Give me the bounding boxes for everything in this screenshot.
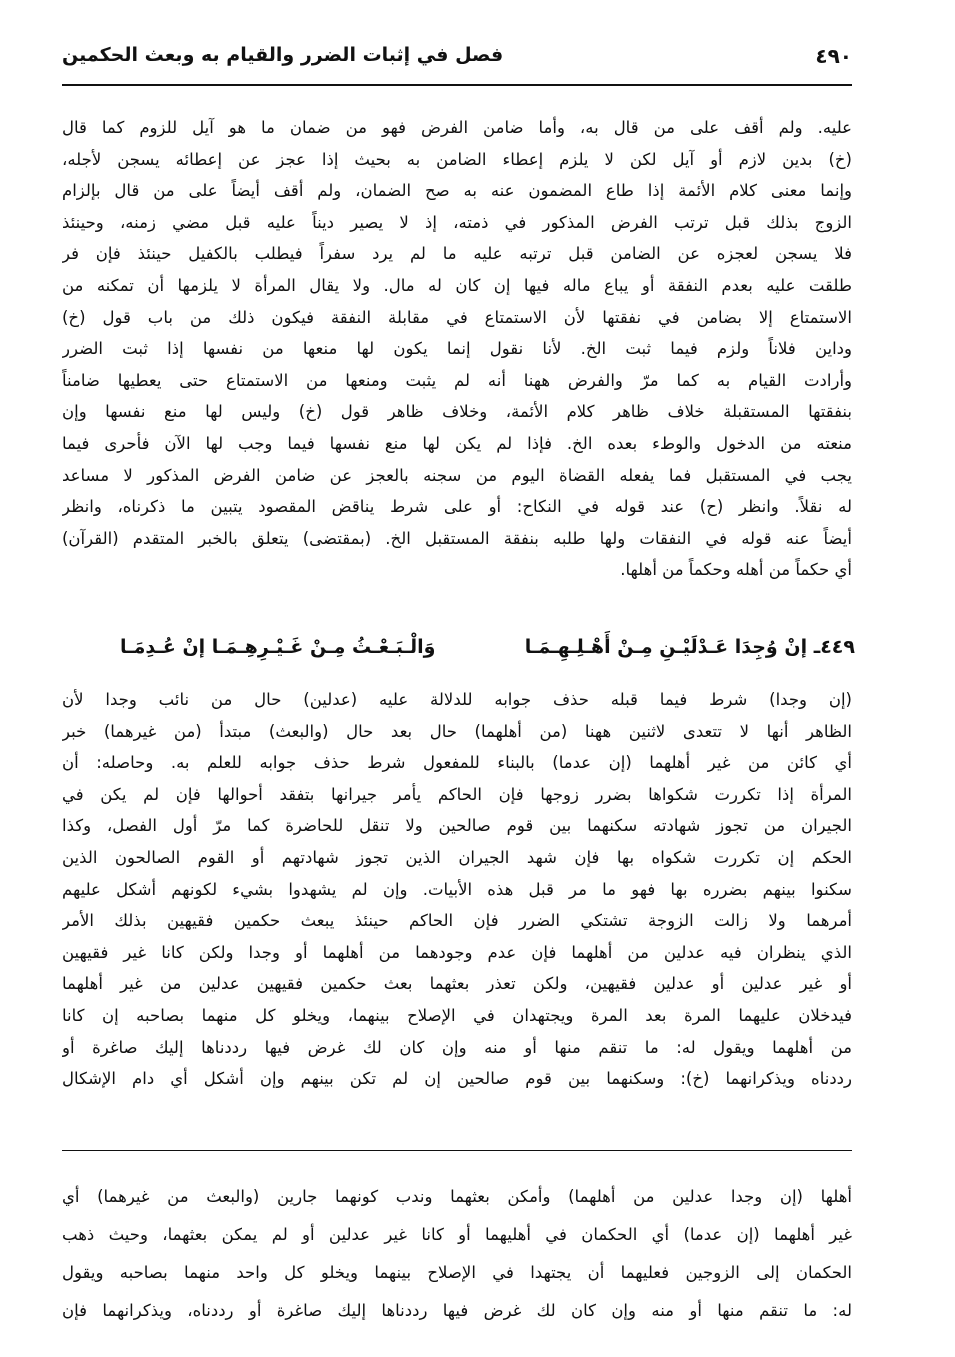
verse-second-hemistich: وَالْـبَـعْـثُ مِـنْ غَـيْـرِهِـمَـا إنْ عُـدِمَـا: [120, 636, 436, 658]
text-line: أي كائن من غير أهلهما (إن عدما) بالبناء للمفعول شرط حذف جوابه للعلم به. وحاصله: أن: [62, 753, 852, 773]
text-line: المرأة إذا تكررت شكواها بضرر زوجها فإن الحاكم يأمر جيرانها بتفقد أحوالها فإن لم يكن في: [62, 784, 852, 804]
text-line: أيضاً عنه قوله في النفقات ولها طلبه بنفقة المستقبل الخ. (بمقتضى) يتعلق بالخبر المتقدم (القرآن): [62, 528, 852, 548]
text-line: من أهلهما ويقول له: ما تنقم منها أو منه وإن كان لك غرض فيها رددناها إليك صاغرة أو: [62, 1037, 852, 1057]
text-line: سكنوا بينهم بضرره بها فهو ما مر قبل هذه الأبيات. وإن لم يشهدوا بشيء لكونهم أشكل عليهم: [62, 879, 852, 899]
text-line: وإنما معنى كلام الأئمة إذا طاع المضمون عنه به صح الضمان، ولم أقف أيضاً على من قال بإلزام: [62, 181, 852, 201]
text-line: وأرادت القيام به كما مرّ والفرض ههنا أنه لم يثبت ومنعها من الاستمتاع حتى يعطيها ضامناً: [62, 370, 852, 390]
running-title: فصل في إثبات الضرر والقيام به وبعث الحكمين: [62, 44, 504, 66]
text-line: (خ) بدين لازم أو آيل لكن لا يلزم إعطاء الضامن به بحيث إذا عجز عن إعطائه يسجن لأجله،: [62, 149, 852, 169]
text-line: أي حكماً من أهله وحكماً من أهلها.: [620, 560, 852, 580]
text-line: طلقت عليه بعدم النفقة أو يباع ماله فيها إن كان له مال. ولا يقال المرأة لا يلزمها أن تمكنه من: [62, 275, 852, 295]
page-header: [62, 38, 852, 78]
text-line: الذي ينظران فيه عدلين من أهلهما فإن عدم وجودهما من أهلهما أو وجدا ولكن كانا غير فقيهين: [62, 942, 852, 962]
text-line: الزوج بذلك قبل ترتب الفرض المذكور في ذمته، إذ لا يصير ديناً عليه قبل مضي زمنه، وحينئذ: [62, 212, 852, 232]
text-line: غير أهلهما (إن عدما) أي الحكمان في أهليهما أو كانا غير عدلين أو لم يمكن بعثهما، وحيث ذهب: [62, 1225, 852, 1244]
text-line: الحكمان إلى الزوجين فعليهما أن يجتهدا في الإصلاح بينهما ويخلو كل واحد منهما بصاحبه ويقول: [62, 1263, 852, 1282]
text-line: فيدخلان عليهما المرة بعد المرة ويجتهدان في الإصلاح بينهما، ويخلو كل منهما بصاحبه إن كانا: [62, 1005, 852, 1025]
verse-line: [120, 636, 855, 658]
verse-first-hemistich: ٤٤٩ـ إنْ وُجِدَا عَـدْلَيْـنِ مِـنْ أَهْـلِـهِـمَـا: [524, 636, 855, 658]
text-line: يجب في المستقبل فما يفعله القضاة اليوم من سجنه بالعجز عن ضامن الفرض المذكور لا مساعد: [62, 465, 852, 485]
text-line: له: ما تنقم منها أو منه وإن كان لك غرض فيها رددناها إليك صاغرة أو رددناه، ويذكرانهما فإن: [62, 1301, 852, 1320]
footnotes: [62, 1178, 852, 1330]
text-line: منعته من الدخول والوطء بعده الخ. فإذا لم يكن لها منع نفسها فيما وجب لها الآن فأحرى فيما: [62, 433, 852, 453]
text-line: له نقلاً. وانظر (ح) عند قوله في النكاح: أو على شرط يناقض المقصود يتبين ما ذكرناه، وانظر: [62, 497, 852, 517]
text-line: عليه. ولم أقف على من قال به، وأما ضامن الفرض فهو من ضمان ما هو آيل للزوم كما قال: [62, 118, 852, 137]
page-number: ٤٩٠: [815, 44, 852, 68]
footnote-rule: [62, 1150, 852, 1151]
text-line: أو غير عدلين أو عدلين فقيهين، ولكن تعذر بعثهما بعث حكمين فقيهين عدلين من غير أهلهما: [62, 974, 852, 994]
commentary-text: [62, 684, 852, 1095]
text-line: فلا يسجن لعجزه عن الضامن قبل ترتبه عليه ما لم يرد سفراً فيطلب بالكفيل حينئذ فإن فر: [62, 244, 852, 264]
text-line: رددناه ويذكرانهما (خ): وسكنهما بين قوم صالحين إن لم تكن بينهم وإن أشكل أي دام الإشكال: [62, 1069, 852, 1089]
text-line: أمرهما ولا زالت الزوجة تشتكي الضرر فإن الحاكم حينئذ يبعث حكمين فقيهين بذلك الأمر: [62, 911, 852, 931]
text-line: الحكم إن تكررت شكواه بها فإن شهد الجيران الذين تجوز شهادتهم أو القوم الصالحون الذين: [62, 847, 852, 867]
text-line: الجيران من تجوز شهادته سكنهما بين قوم صالحين ولا تنقل للحاضرة كما مرّ أول الفصل، وكذا: [62, 816, 852, 836]
text-line: أهلها (إن وجدا عدلين من أهلهما) وأمكن بعثهما وندب كونهما جارين (والبعث من غيرهما) أي: [62, 1187, 852, 1206]
header-rule: [62, 84, 852, 86]
text-line: وداين فلاناً ولزم فيما ثبت الخ. لأنا نقول إنما يكون لها منعها من نفسها إذا ثبت الضرر: [62, 339, 852, 359]
main-text: [62, 112, 852, 586]
text-line: الظاهر أنها لا تتعدى لاثنين ههنا (من أهلهما) حال بعد حال (والبعث) مبتدأ (من غيرهما) خبر: [62, 721, 852, 741]
text-line: (إن وجدا) شرط فيما قبله حذف جوابه للدلالة عليه (عدلين) حال من نائب وجدا لأن: [62, 690, 852, 709]
text-line: بنفقتها المستقبلة خلاف ظاهر كلام الأئمة، وخلاف ظاهر قول (خ) وليس لها منع نفسها وإن: [62, 402, 852, 422]
text-line: الاستمتاع إلا بضامن في نفقتها لأن الاستمتاع في مقابلة النفقة فيكون ذلك من باب قول (خ): [62, 307, 852, 327]
